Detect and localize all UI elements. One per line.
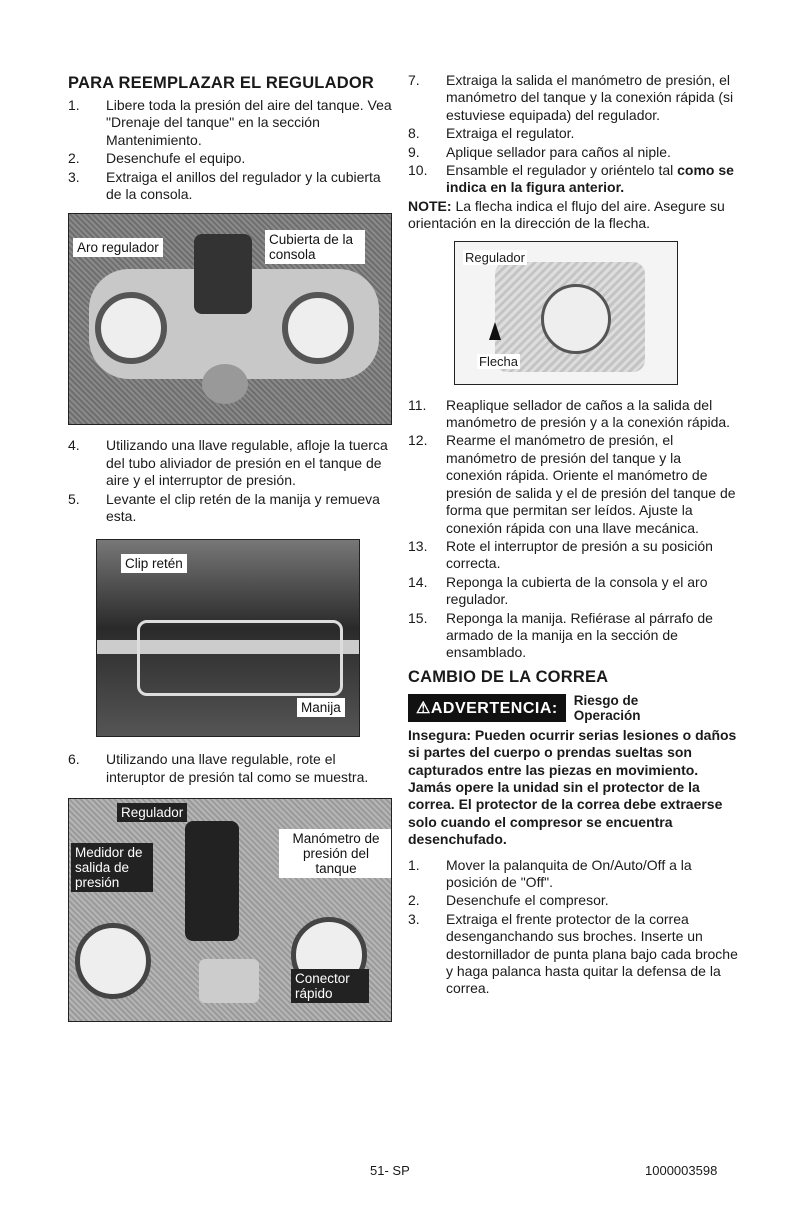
steps-list	[408, 72, 738, 197]
label-regulador: Regulador	[117, 803, 187, 822]
step-text: Levante el clip retén de la manija y remueva esta.	[106, 490, 380, 525]
gauge-right	[282, 292, 354, 364]
step-text: Reponga la cubierta de la consola y el aro regulador.	[446, 573, 708, 608]
step-number: 4.	[68, 437, 80, 454]
coupler	[199, 959, 259, 1003]
step-number: 9.	[408, 143, 420, 160]
step-text: Extraiga la salida el manómetro de presión, el manómetro del tanque y la conexión rápida (si estuviese equipada) del regulador.	[446, 72, 734, 123]
label-regulador-fig: Regulador	[465, 249, 525, 265]
step-number: 8.	[408, 125, 420, 142]
label-aro-regulador: Aro regulador	[73, 238, 163, 257]
section-title-regulator: PARA REEMPLAZAR EL REGULADOR	[68, 74, 374, 92]
step-text: Utilizando una llave regulable, rote el interuptor de presión tal como se muestra.	[106, 751, 369, 785]
label-conector-rapido: Conector rápido	[291, 969, 369, 1003]
handle-loop	[137, 620, 343, 696]
steps-list	[68, 751, 393, 786]
regulator-figure	[454, 241, 678, 385]
step-number: 12.	[408, 432, 428, 449]
steps-list	[68, 437, 393, 525]
step-item	[408, 911, 738, 998]
step-text: Desenchufe el compresor.	[446, 892, 609, 909]
step-item	[408, 610, 738, 662]
step-item	[408, 574, 738, 609]
step-item	[68, 150, 393, 167]
step-number: 3.	[68, 168, 80, 185]
step-number: 7.	[408, 72, 420, 88]
step-text: Ensamble el regulador y oriéntelo tal	[446, 162, 674, 179]
step-number: 1.	[68, 97, 80, 113]
step-item	[408, 892, 738, 909]
step-number: 2.	[408, 892, 420, 909]
photo-regulator-assembly	[68, 798, 392, 1022]
note-text: La flecha indica el flujo del aire. Asegure su orientación en la dirección de la flecha.	[408, 197, 725, 232]
step-text: Mover la palanquita de On/Auto/Off a la posición de "Off".	[446, 856, 692, 890]
note-label: NOTE:	[408, 197, 452, 214]
step-item	[408, 162, 738, 197]
step-text: Extraiga el frente protector de la correa desenganchando sus broches. Inserte un destornillador de punta plana bajo cada broche y haga palanca hasta quitar la defensa de la correa.	[446, 910, 738, 997]
step-text: Extraiga el regulator.	[446, 125, 575, 142]
photo-console	[68, 213, 392, 425]
left-column	[68, 62, 393, 1022]
step-text-bold: como se indica en la figura anterior.	[446, 162, 734, 196]
warning-header	[408, 693, 738, 723]
step-text: Rearme el manómetro de presión, el manómetro de presión del tanque y la conexión rápida. Oriente el manómetro de presión de salida y el de presión del tanque de forma que permitan ser leídos. Ajuste la conexión rápida con una llave mecánica.	[446, 432, 736, 536]
step-text: Extraiga el anillos del regulador y la cubierta de la consola.	[106, 168, 381, 203]
step-item	[68, 437, 393, 489]
step-item	[68, 169, 393, 204]
steps-list	[408, 857, 738, 998]
step-text: Reponga la manija. Refiérase al párrafo de armado de la manija en la sección de ensamblado.	[446, 609, 713, 661]
step-item	[408, 144, 738, 161]
step-text: Utilizando una llave regulable, afloje la tuerca del tubo aliviador de presión en el tanque de aire y el interruptor de presión.	[106, 437, 388, 489]
step-number: 1.	[408, 856, 420, 873]
regulator-dial	[541, 284, 611, 354]
warning-text: Insegura: Pueden ocurrir serias lesiones o daños si partes del cuerpo o prendas sueltas son capturados entre las piezas en movimiento. Jamás opere la unidad sin el protector de la correa. El protector de la correa debe extraerse solo cuando el compresor se encuentra desenchufado.	[408, 726, 737, 848]
warning-badge: ⚠ADVERTENCIA:	[408, 694, 566, 722]
step-item	[408, 397, 738, 432]
step-number: 13.	[408, 537, 428, 554]
step-item	[68, 751, 393, 786]
step-text: Aplique sellador para caños al niple.	[446, 143, 671, 160]
step-number: 15.	[408, 609, 428, 626]
step-number: 6.	[68, 751, 80, 768]
step-number: 10.	[408, 162, 428, 179]
step-text: Libere toda la presión del aire del tanque. Vea "Drenaje del tanque" en la sección Mantenimiento.	[106, 97, 392, 148]
warning-risk: Riesgo de Operación	[573, 692, 641, 723]
step-number: 2.	[68, 150, 80, 167]
step-number: 14.	[408, 573, 428, 590]
fitting	[202, 364, 248, 404]
step-item	[68, 491, 393, 526]
step-text: Rote el interruptor de presión a su posición correcta.	[446, 537, 713, 572]
step-number: 11.	[408, 396, 427, 413]
label-flecha: Flecha	[479, 353, 519, 369]
label-clip-reten: Clip retén	[121, 554, 187, 573]
label-manija: Manija	[297, 698, 345, 717]
regulator-knob	[194, 234, 252, 314]
label-medidor-salida: Medidor de salida de presión	[71, 843, 153, 892]
document-code: 1000003598	[645, 1163, 718, 1178]
label-cubierta-consola: Cubierta de la consola	[265, 230, 365, 264]
right-column	[408, 72, 738, 999]
page-number: 51- SP	[370, 1163, 410, 1178]
step-text: Desenchufe el equipo.	[106, 150, 246, 167]
label-manometro-tanque: Manómetro de presión del tanque	[279, 829, 392, 878]
step-item	[408, 857, 738, 892]
step-item	[408, 432, 738, 536]
step-item	[408, 538, 738, 573]
step-text: Reaplique sellador de caños a la salida del manómetro de presión y a la conexión rápida.	[446, 396, 731, 431]
step-item	[408, 125, 738, 142]
gauge-left	[95, 292, 167, 364]
gauge-outlet	[75, 923, 151, 999]
flow-arrow-icon	[489, 322, 501, 340]
step-item	[408, 72, 738, 124]
note-paragraph	[408, 198, 738, 233]
step-number: 5.	[68, 490, 80, 507]
step-number: 3.	[408, 910, 420, 927]
photo-handle	[96, 539, 360, 737]
steps-list	[68, 97, 393, 203]
step-item	[68, 97, 393, 149]
section-title-belt: CAMBIO DE LA CORREA	[408, 667, 609, 686]
regulator-body	[185, 821, 239, 941]
steps-list	[408, 397, 738, 662]
